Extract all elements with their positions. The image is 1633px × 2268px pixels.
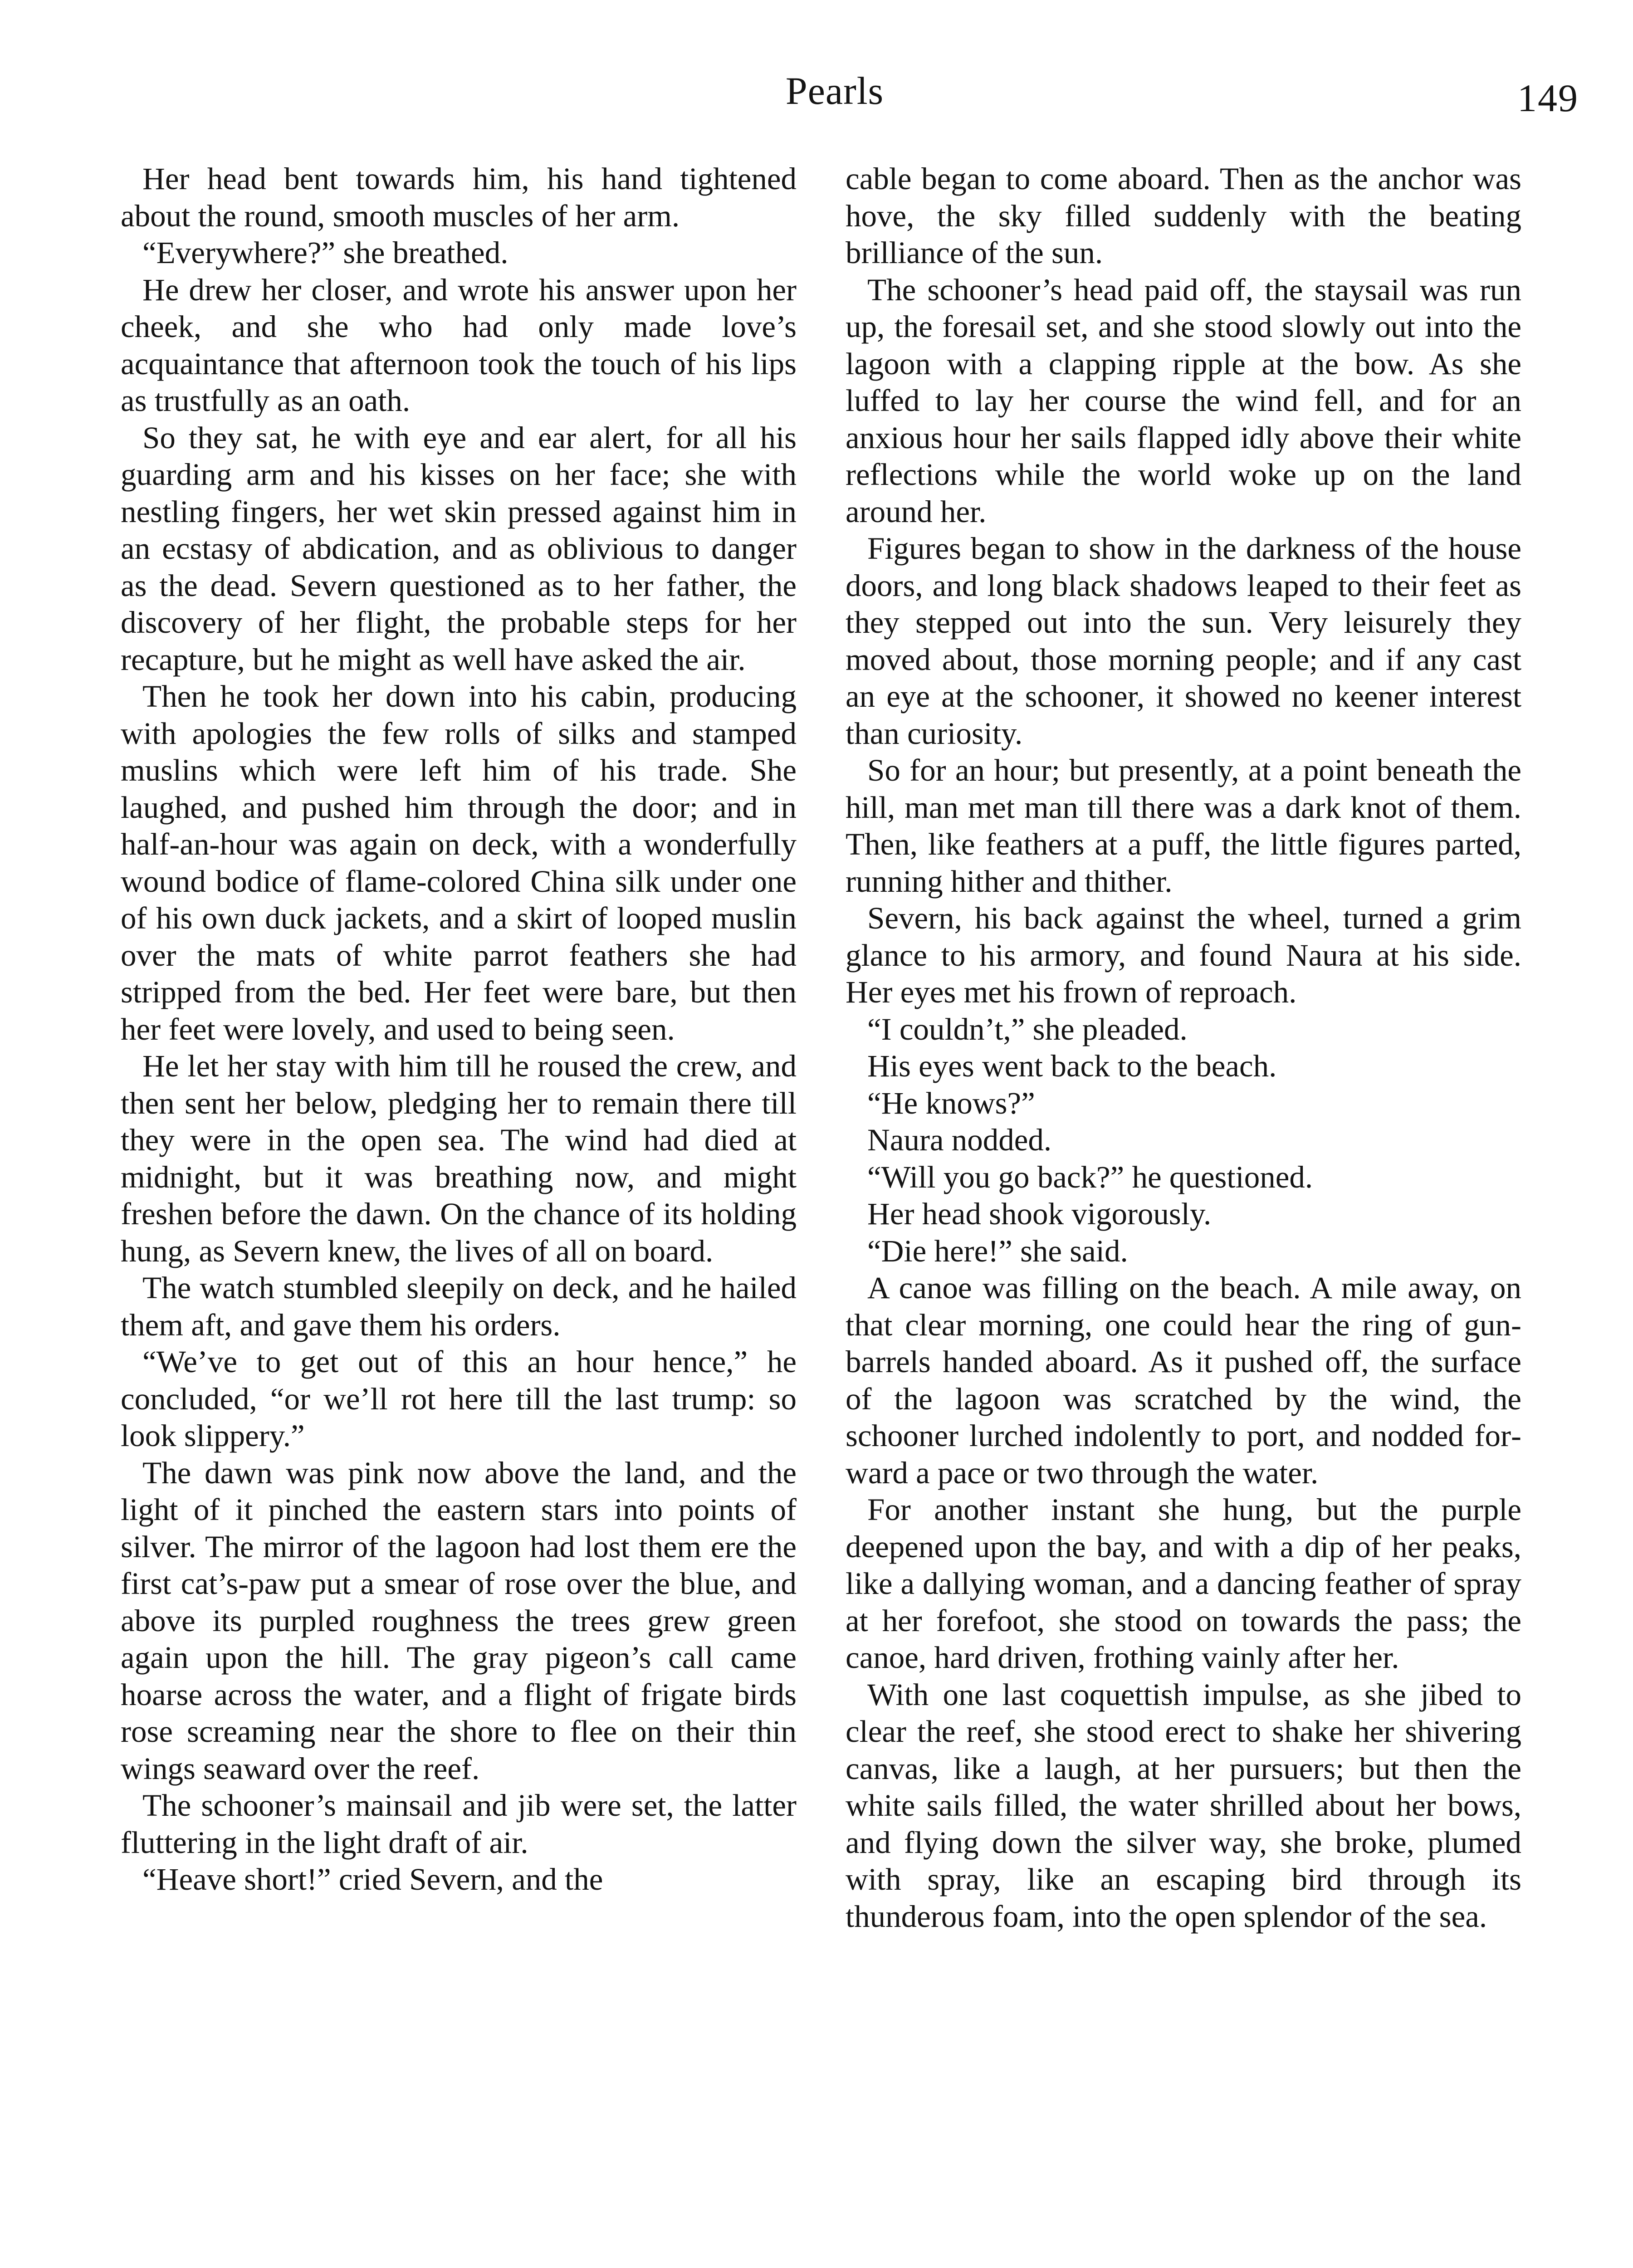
paragraph: “Everywhere?” she breathed. bbox=[142, 235, 508, 270]
paragraph: Naura nodded. bbox=[867, 1123, 1052, 1157]
paragraph: He let her stay with him till he roused the crew, and then sent her below, pledging her to remain there till they were in the open sea. The wind had died at midnight, but it was breathing now, and might freshen before the dawn. On the chance of its holding hung, as Severn knew, the lives of all on board. bbox=[121, 1049, 797, 1268]
paragraph-continuation: cable began to come aboard. Then as the anchor was hove, the sky filled suddenly with the beating brilliance of the sun. bbox=[846, 161, 1521, 270]
paragraph: The schooner’s mainsail and jib were set, the latter fluttering in the light draft of air. bbox=[121, 1788, 797, 1860]
paragraph: “He knows?” bbox=[867, 1085, 1035, 1120]
running-title: Pearls bbox=[785, 69, 884, 112]
paragraph: “Will you go back?” he questioned. bbox=[867, 1159, 1313, 1194]
paragraph: “I couldn’t,” she pleaded. bbox=[867, 1012, 1188, 1046]
paragraph: His eyes went back to the beach. bbox=[867, 1049, 1277, 1083]
paragraph: “Heave short!” cried Severn, and the bbox=[142, 1862, 603, 1897]
paragraph: Severn, his back against the wheel, turned a grim glance to his armory, and found Naura at his side. Her eyes met his frown of reproach. bbox=[846, 901, 1521, 1009]
paragraph: Figures began to show in the darkness of the house doors, and long black shadows leaped to their feet as they stepped out into the sun. Very leisurely they moved about, those morning people; and if any cast an eye at the schooner, it showed no keener interest than curiosity. bbox=[846, 531, 1521, 751]
paragraph: The watch stumbled sleepily on deck, and he hailed them aft, and gave them his orders. bbox=[121, 1271, 797, 1342]
paragraph: “We’ve to get out of this an hour hence,” he concluded, “or we’ll rot here till the last trump: so look slippery.” bbox=[121, 1344, 797, 1453]
paragraph: A canoe was filling on the beach. A mile away, on that clear morning, one could hear the ring of gun-barrels handed aboard. As it pushed off, the surface of the lagoon was scratched by the wind, the schooner lurched indolently to port, and nodded forward a pace or two through the water. bbox=[846, 1271, 1521, 1490]
paragraph: He drew her closer, and wrote his answer upon her cheek, and she who had only made love’s acquaintance that afternoon took the touch of his lips as trustfully as an oath. bbox=[121, 272, 797, 418]
paragraph: So for an hour; but presently, at a point beneath the hill, man met man till there was a dark knot of them. Then, like feathers at a puff, the little figures parted, running hither and thither. bbox=[846, 753, 1521, 899]
paragraph: Her head shook vigorously. bbox=[867, 1197, 1212, 1231]
paragraph: Then he took her down into his cabin, producing with apologies the few rolls of silks and stamped muslins which were left him of his trade. She laughed, and pushed him through the door; and in half-an-hour was again on deck, with a wonderfully wound bodice of flame-colored China silk under one of his own duck jackets, and a skirt of looped muslin over the mats of white parrot feathers she had stripped from the bed. Her feet were bare, but then her feet were lovely, and used to being seen. bbox=[121, 679, 797, 1046]
paragraph: The dawn was pink now above the land, and the light of it pinched the eastern stars into points of silver. The mirror of the lagoon had lost them ere the first cat’s-paw put a smear of rose over the blue, and above its purpled roughness the trees grew green again upon the hill. The gray pigeon’s call came hoarse across the water, and a flight of frigate birds rose screaming near the shore to flee on their thin wings seaward over the reef. bbox=[121, 1455, 797, 1786]
paragraph: Her head bent towards him, his hand tightened about the round, smooth muscles of her arm. bbox=[121, 161, 797, 233]
paragraph: So they sat, he with eye and ear alert, for all his guarding arm and his kisses on her face; she with nestling fingers, her wet skin pressed against him in an ecstasy of abdication, and as oblivious to danger as the dead. Severn questioned as to her father, the discovery of her flight, the probable steps for her recapture, but he might as well have asked the air. bbox=[121, 420, 797, 677]
paragraph: The schooner’s head paid off, the staysail was run up, the foresail set, and she stood slowly out into the lagoon with a clapping ripple at the bow. As she luffed to lay her course the wind fell, and for an anxious hour her sails flapped idly above their white reflections while the world woke up on the land around her. bbox=[846, 272, 1521, 529]
paragraph: With one last coquettish impulse, as she jibed to clear the reef, she stood erect to shake her shivering canvas, like a laugh, at her pursuers; but then the white sails filled, the water shrilled about her bows, and flying down the silver way, she broke, plumed with spray, like an escaping bird through its thunderous foam, into the open splendor of the sea. bbox=[846, 1677, 1521, 1934]
paragraph: “Die here!” she said. bbox=[867, 1233, 1128, 1268]
paragraph: For another instant she hung, but the purple deepened upon the bay, and with a dip of her peaks, like a dallying woman, and a dancing feather of spray at her forefoot, she stood on towards the pass; the canoe, hard driven, frothing vainly after her. bbox=[846, 1492, 1521, 1675]
page-number: 149 bbox=[1517, 76, 1579, 120]
text-column-left bbox=[121, 161, 797, 1898]
text-column-right bbox=[846, 161, 1521, 1935]
